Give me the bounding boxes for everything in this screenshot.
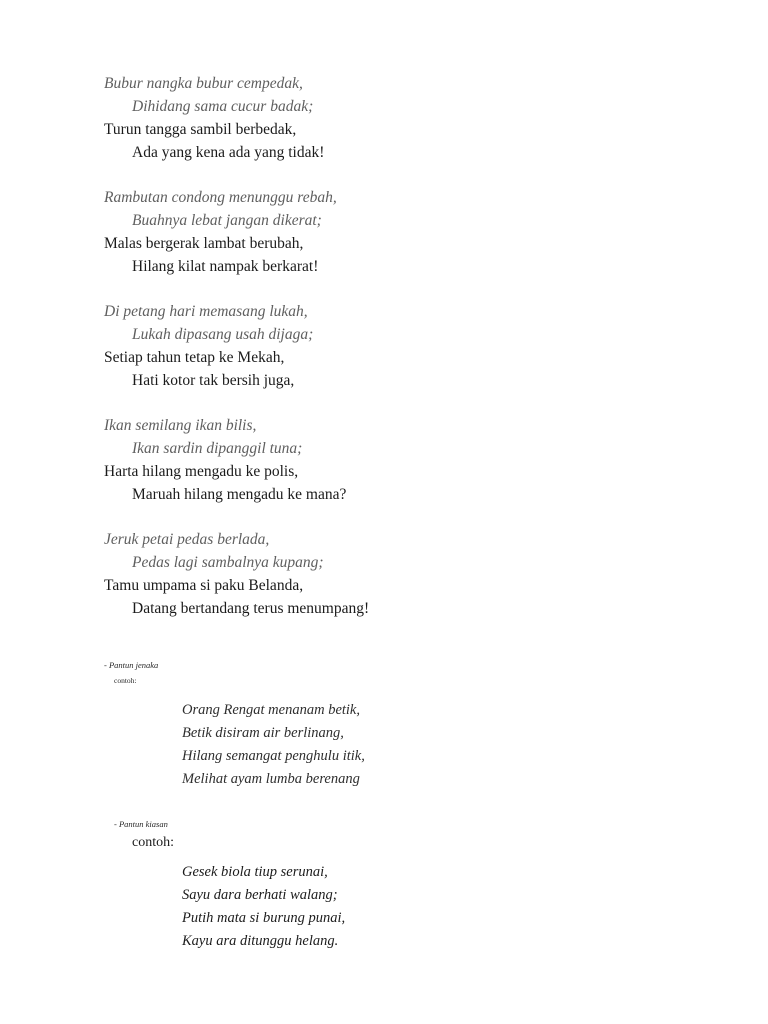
- example-line: Gesek biola tiup serunai,: [182, 864, 328, 880]
- example-block-two: [104, 861, 678, 953]
- spacer: [104, 642, 678, 650]
- section-label-pantun-jenaka: - Pantun jenaka: [104, 660, 159, 670]
- poem-line: Pedas lagi sambalnya kupang;: [132, 554, 324, 571]
- stanza: [104, 414, 678, 506]
- poem-line: Datang bertandang terus menumpang!: [132, 600, 370, 617]
- poem-line: Hati kotor tak bersih juga,: [132, 372, 295, 389]
- poem-line: Di petang hari memasang lukah,: [104, 303, 308, 320]
- poem-line: Malas bergerak lambat berubah,: [104, 235, 304, 252]
- poem-line: Rambutan condong menunggu rebah,: [104, 189, 337, 206]
- contoh-label-two: contoh:: [132, 835, 174, 850]
- poem-line: Hilang kilat nampak berkarat!: [132, 258, 319, 275]
- poem-line: Buahnya lebat jangan dikerat;: [132, 212, 322, 229]
- section-label-pantun-kiasan: - Pantun kiasan: [114, 819, 168, 829]
- example-line: Putih mata si burung punai,: [182, 910, 346, 926]
- poem-line: Jeruk petai pedas berlada,: [104, 531, 270, 548]
- stanza: [104, 186, 678, 278]
- example-line: Betik disiram air berlinang,: [182, 725, 344, 741]
- poem-line: Ikan semilang ikan bilis,: [104, 417, 257, 434]
- stanza: [104, 528, 678, 620]
- poem-line: Setiap tahun tetap ke Mekah,: [104, 349, 285, 366]
- stanza: [104, 300, 678, 392]
- poem-line: Maruah hilang mengadu ke mana?: [132, 486, 347, 503]
- poem-line: Ada yang kena ada yang tidak!: [132, 144, 325, 161]
- poem-line: Bubur nangka bubur cempedak,: [104, 75, 303, 92]
- example-line: Orang Rengat menanam betik,: [182, 702, 360, 718]
- poem-line: Lukah dipasang usah dijaga;: [132, 326, 314, 343]
- example-line: Kayu ara ditunggu helang.: [182, 933, 339, 949]
- poem-line: Harta hilang mengadu ke polis,: [104, 463, 299, 480]
- example-block-one: [104, 699, 678, 791]
- example-line: Melihat ayam lumba berenang: [182, 771, 360, 787]
- stanza: [104, 72, 678, 164]
- poem-line: Dihidang sama cucur badak;: [132, 98, 314, 115]
- poem-line: Ikan sardin dipanggil tuna;: [132, 440, 303, 457]
- poem-line: Tamu umpama si paku Belanda,: [104, 577, 304, 594]
- contoh-label-one: contoh:: [114, 676, 137, 685]
- poem-line: Turun tangga sambil berbedak,: [104, 121, 297, 138]
- example-line: Sayu dara berhati walang;: [182, 887, 338, 903]
- example-line: Hilang semangat penghulu itik,: [182, 748, 365, 764]
